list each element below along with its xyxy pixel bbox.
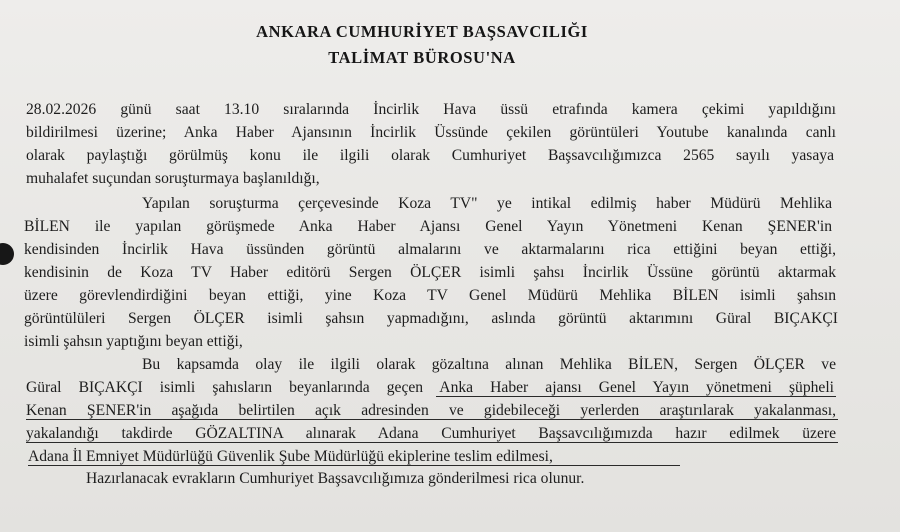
body-line: Kenan ŞENER'in aşağıda belirtilen açık adresinden ve gidebileceği yerlerden araştırılarak yakalanması, (26, 402, 836, 419)
body-line: görüntülüleri Sergen ÖLÇER isimli şahsın yapmadığını, aslında görüntü aktarımını Güral BIÇAKÇI (24, 310, 838, 327)
body-line: Hazırlanacak evrakların Cumhuriyet Başsavcılığımıza gönderilmesi rica olunur. (86, 470, 585, 487)
underline-mark (26, 419, 838, 420)
punch-hole (0, 243, 14, 265)
body-line: bildirilmesi üzerine; Anka Haber Ajansının İncirlik Üssünde çekilen görüntüleri Youtube kanalında canlı (26, 124, 836, 141)
header-line-2: TALİMAT BÜROSU'NA (328, 48, 516, 67)
body-line: muhalafet suçundan soruşturmaya başlanıldığı, (26, 170, 320, 187)
body-line: Adana İl Emniyet Müdürlüğü Güvenlik Şube Müdürlüğü ekiplerine teslim edilmesi, (28, 448, 553, 465)
body-line: kendisinden İncirlik Hava üssünden görüntü almalarını ve aktarmalarını rica ettiğini beyan ettiği, (24, 241, 836, 258)
body-line: isimli şahsın yaptığını beyan ettiği, (24, 333, 243, 350)
body-line: kendisinin de Koza TV Haber editörü Sergen ÖLÇER isimli şahsı İncirlik Üssüne görüntü aktarmak (24, 264, 836, 281)
body-line: 28.02.2026 günü saat 13.10 sıralarında İncirlik Hava üssü etrafında kamera çekimi yapıldığını (26, 101, 836, 118)
body-line: Yapılan soruşturma çerçevesinde Koza TV" ye intikal edilmiş haber Müdürü Mehlika (142, 195, 832, 212)
header-line-1: ANKARA CUMHURİYET BAŞSAVCILIĞI (256, 22, 588, 41)
body-line: olarak paylaştığı görülmüş konu ile ilgili olarak Cumhuriyet Başsavcılığımızca 2565 sayılı yasaya (26, 147, 834, 164)
body-line: Güral BIÇAKÇI isimli şahısların beyanlarında geçen Anka Haber ajansı Genel Yayın yönetmeni şüpheli (26, 379, 834, 396)
body-line: üzere görevlendirdiğini beyan ettiği, yine Koza TV Genel Müdürü Mehlika BİLEN isimli şahsın (24, 287, 836, 304)
body-line: BİLEN ile yapılan görüşmede Anka Haber Ajansı Genel Yayın Yönetmeni Kenan ŞENER'in (24, 218, 832, 235)
body-line: Bu kapsamda olay ile ilgili olarak gözaltına alınan Mehlika BİLEN, Sergen ÖLÇER ve (142, 356, 836, 373)
body-line: yakalandığı takdirde GÖZALTINA alınarak Adana Cumhuriyet Başsavcılığımızda hazır edilmek üzere (26, 425, 836, 442)
underline-mark (436, 396, 836, 397)
underline-mark (26, 442, 838, 443)
underline-mark (28, 465, 680, 466)
